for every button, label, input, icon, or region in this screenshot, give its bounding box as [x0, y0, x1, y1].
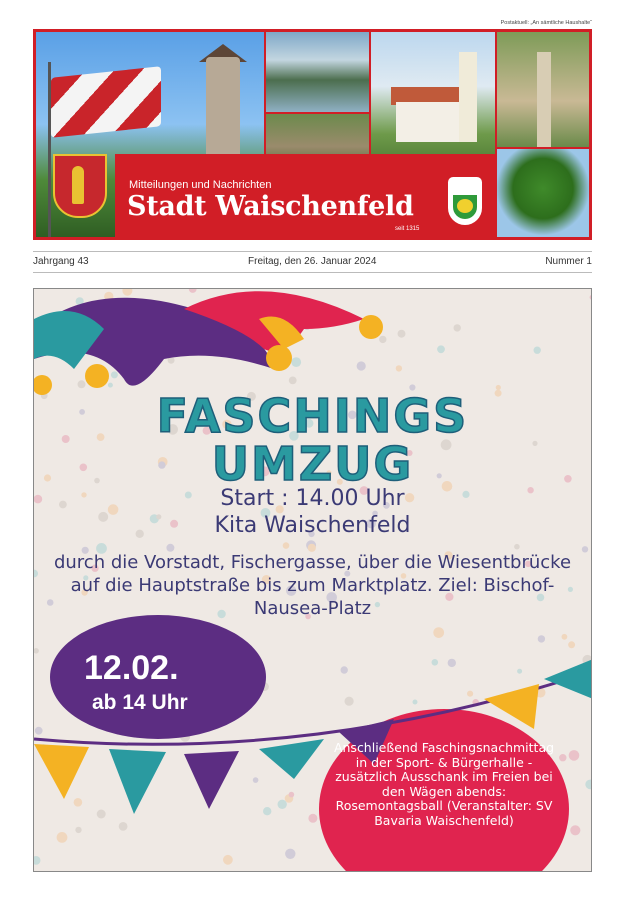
confetti-dot — [448, 659, 456, 667]
poster-start-time: Start : 14.00 Uhr — [220, 486, 405, 511]
confetti-dot — [398, 330, 406, 338]
masthead-since: seit 1315 — [395, 226, 420, 232]
confetti-dot — [289, 792, 295, 798]
confetti-dot — [467, 691, 473, 697]
confetti-dot — [57, 832, 68, 843]
confetti-dot — [78, 380, 86, 388]
confetti-dot — [74, 798, 83, 807]
poster-headline-1: FASCHINGS — [156, 389, 469, 443]
river-photo — [266, 32, 369, 112]
divider — [33, 272, 592, 273]
issue-number: Nummer 1 — [545, 256, 592, 267]
church-body — [396, 102, 466, 142]
church-tower — [459, 52, 477, 142]
franconian-flag — [51, 66, 161, 138]
confetti-dot — [263, 807, 271, 815]
confetti-dot — [433, 627, 444, 638]
column-photo — [497, 32, 589, 147]
confetti-dot — [396, 365, 402, 371]
confetti-dot — [432, 659, 439, 666]
confetti-dot — [308, 814, 317, 823]
masthead-title: Stadt Waischenfeld — [127, 191, 414, 222]
poster-afterwards: Anschließend Faschingsnachmittag in der Sport- & Bürgerhalle - zusätzlich Ausschank im Freien bei den Wägen abends: Rosemontagsball (Veranstalter: SV Bavaria Waischenfeld) — [333, 740, 555, 828]
confetti-dot — [111, 371, 118, 378]
district-crest-icon — [448, 177, 482, 225]
confetti-dot — [108, 383, 113, 388]
poster-location: Kita Waischenfeld — [214, 513, 411, 538]
confetti-dot — [223, 855, 233, 865]
confetti-dot — [570, 825, 580, 835]
carnival-poster — [33, 288, 592, 872]
poster-date: 12.02. — [84, 649, 179, 687]
confetti-dot — [341, 666, 348, 673]
church-photo — [371, 32, 495, 168]
confetti-dot — [569, 750, 580, 761]
confetti-dot — [568, 641, 575, 648]
confetti-dot — [514, 544, 520, 550]
confetti-dot — [437, 345, 445, 353]
confetti-dot — [357, 361, 366, 370]
confetti-dot — [35, 727, 43, 735]
confetti-dot — [97, 810, 106, 819]
divider — [33, 251, 592, 252]
postal-note: Postaktuell: „An sämtliche Haushalte“ — [500, 20, 592, 26]
tree-photo — [497, 149, 589, 237]
issue-volume: Jahrgang 43 — [33, 256, 89, 267]
confetti-dot — [253, 777, 259, 783]
town-crest-icon — [53, 154, 107, 218]
issue-date: Freitag, den 26. Januar 2024 — [248, 256, 377, 267]
confetti-dot — [454, 324, 461, 331]
confetti-dot — [283, 542, 290, 549]
poster-time: ab 14 Uhr — [92, 691, 188, 714]
poster-headline-2: UMZUG — [211, 437, 414, 491]
confetti-dot — [345, 697, 354, 706]
poster-route: durch die Vorstadt, Fischergasse, über die Wiesentbrücke auf die Hauptstraße bis zum Marktplatz. Ziel: Bischof-Nausea-Platz — [53, 552, 572, 619]
confetti-dot — [538, 635, 545, 642]
confetti-dot — [379, 336, 386, 343]
confetti-dot — [534, 347, 541, 354]
stone-column — [537, 52, 551, 147]
confetti-dot — [517, 669, 522, 674]
confetti-dot — [562, 634, 568, 640]
confetti-dot — [75, 827, 81, 833]
confetti-dot — [291, 357, 301, 367]
masthead-subtitle: Mitteilungen und Nachrichten — [129, 179, 272, 191]
confetti-dot — [413, 700, 418, 705]
confetti-dot — [278, 800, 287, 809]
masthead — [33, 29, 592, 240]
tower — [206, 57, 240, 167]
confetti-dot — [119, 822, 128, 831]
confetti-dot — [289, 377, 297, 385]
confetti-dot — [559, 754, 566, 761]
confetti-dot — [285, 849, 295, 859]
